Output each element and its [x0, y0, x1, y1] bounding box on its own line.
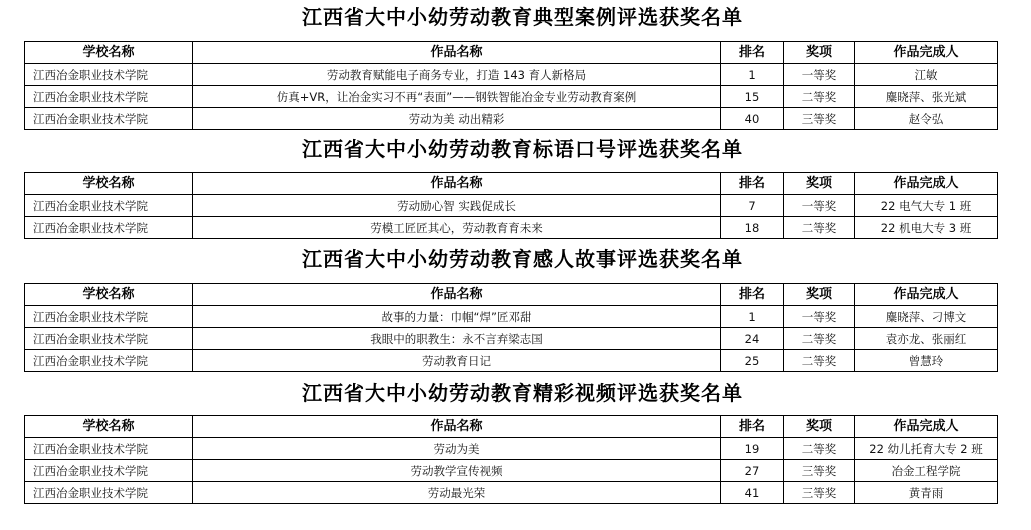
cell-award: 一等奖 [784, 306, 855, 328]
cell-work: 劳动最光荣 [193, 482, 721, 504]
table-header-row [25, 416, 998, 438]
cell-school: 江西冶金职业技术学院 [25, 86, 193, 108]
header-work: 作品名称 [193, 416, 721, 438]
cell-rank: 1 [721, 306, 784, 328]
header-rank: 排名 [721, 284, 784, 306]
cell-school: 江西冶金职业技术学院 [25, 195, 193, 217]
table-row [25, 438, 998, 460]
table-row [25, 328, 998, 350]
cell-school: 江西冶金职业技术学院 [25, 328, 193, 350]
header-work: 作品名称 [193, 42, 721, 64]
cell-work: 仿真+VR，让冶金实习不再“表面”——钢铁智能冶金专业劳动教育案例 [193, 86, 721, 108]
cell-school: 江西冶金职业技术学院 [25, 64, 193, 86]
section-videos [0, 376, 1031, 526]
table-row [25, 306, 998, 328]
section-title: 江西省大中小幼劳动教育典型案例评选获奖名单 [302, 5, 743, 29]
header-school: 学校名称 [25, 42, 193, 64]
section-touching-stories [0, 244, 1031, 374]
header-school: 学校名称 [25, 416, 193, 438]
table-row [25, 108, 998, 130]
cell-author: 黄青雨 [855, 482, 998, 504]
header-rank: 排名 [721, 416, 784, 438]
cell-work: 劳动教学宣传视频 [193, 460, 721, 482]
cell-rank: 19 [721, 438, 784, 460]
cell-work: 我眼中的职教生：永不言弃梁志国 [193, 328, 721, 350]
cell-author: 曾慧玲 [855, 350, 998, 372]
header-award: 奖项 [784, 42, 855, 64]
cell-award: 三等奖 [784, 482, 855, 504]
header-award: 奖项 [784, 416, 855, 438]
section-title: 江西省大中小幼劳动教育精彩视频评选获奖名单 [302, 381, 743, 405]
table-row [25, 64, 998, 86]
cell-school: 江西冶金职业技术学院 [25, 350, 193, 372]
cell-work: 劳动为美 动出精彩 [193, 108, 721, 130]
cell-author: 麋晓萍、张光斌 [855, 86, 998, 108]
header-school: 学校名称 [25, 284, 193, 306]
table-row [25, 482, 998, 504]
cell-work: 劳动为美 [193, 438, 721, 460]
header-author: 作品完成人 [855, 416, 998, 438]
cell-work: 故事的力量：巾帼“焊”匠邓甜 [193, 306, 721, 328]
cell-school: 江西冶金职业技术学院 [25, 482, 193, 504]
cell-award: 二等奖 [784, 328, 855, 350]
cell-award: 三等奖 [784, 108, 855, 130]
cell-rank: 1 [721, 64, 784, 86]
cell-work: 劳模工匠匠其心，劳动教育育未来 [193, 217, 721, 239]
cell-rank: 18 [721, 217, 784, 239]
cell-rank: 25 [721, 350, 784, 372]
cell-award: 一等奖 [784, 64, 855, 86]
section-title: 江西省大中小幼劳动教育感人故事评选获奖名单 [302, 247, 743, 271]
award-table [24, 41, 998, 130]
table-row [25, 195, 998, 217]
award-table [24, 415, 998, 504]
cell-award: 一等奖 [784, 195, 855, 217]
cell-award: 二等奖 [784, 86, 855, 108]
cell-author: 22 电气大专 1 班 [855, 195, 998, 217]
table-row [25, 217, 998, 239]
header-author: 作品完成人 [855, 42, 998, 64]
header-author: 作品完成人 [855, 284, 998, 306]
cell-work: 劳动教育日记 [193, 350, 721, 372]
cell-author: 江敏 [855, 64, 998, 86]
cell-author: 22 幼儿托育大专 2 班 [855, 438, 998, 460]
header-award: 奖项 [784, 173, 855, 195]
table-header-row [25, 173, 998, 195]
table-header-row [25, 42, 998, 64]
cell-award: 三等奖 [784, 460, 855, 482]
cell-rank: 27 [721, 460, 784, 482]
table-header-row [25, 284, 998, 306]
table-row [25, 350, 998, 372]
cell-award: 二等奖 [784, 217, 855, 239]
cell-rank: 24 [721, 328, 784, 350]
header-award: 奖项 [784, 284, 855, 306]
section-slogans [0, 134, 1031, 242]
header-rank: 排名 [721, 173, 784, 195]
cell-rank: 15 [721, 86, 784, 108]
cell-rank: 7 [721, 195, 784, 217]
cell-rank: 41 [721, 482, 784, 504]
section-typical-cases [0, 2, 1031, 132]
cell-work: 劳动励心智 实践促成长 [193, 195, 721, 217]
cell-author: 22 机电大专 3 班 [855, 217, 998, 239]
header-work: 作品名称 [193, 284, 721, 306]
cell-rank: 40 [721, 108, 784, 130]
cell-award: 二等奖 [784, 438, 855, 460]
award-table [24, 172, 998, 239]
cell-school: 江西冶金职业技术学院 [25, 217, 193, 239]
cell-work: 劳动教育赋能电子商务专业，打造 143 育人新格局 [193, 64, 721, 86]
award-table [24, 283, 998, 372]
table-row [25, 460, 998, 482]
cell-school: 江西冶金职业技术学院 [25, 306, 193, 328]
header-author: 作品完成人 [855, 173, 998, 195]
cell-school: 江西冶金职业技术学院 [25, 108, 193, 130]
cell-award: 二等奖 [784, 350, 855, 372]
cell-author: 麋晓萍、刁博文 [855, 306, 998, 328]
cell-author: 袁亦龙、张丽红 [855, 328, 998, 350]
section-title: 江西省大中小幼劳动教育标语口号评选获奖名单 [302, 137, 743, 161]
cell-school: 江西冶金职业技术学院 [25, 438, 193, 460]
cell-author: 冶金工程学院 [855, 460, 998, 482]
header-work: 作品名称 [193, 173, 721, 195]
cell-school: 江西冶金职业技术学院 [25, 460, 193, 482]
table-row [25, 86, 998, 108]
header-school: 学校名称 [25, 173, 193, 195]
cell-author: 赵令弘 [855, 108, 998, 130]
header-rank: 排名 [721, 42, 784, 64]
